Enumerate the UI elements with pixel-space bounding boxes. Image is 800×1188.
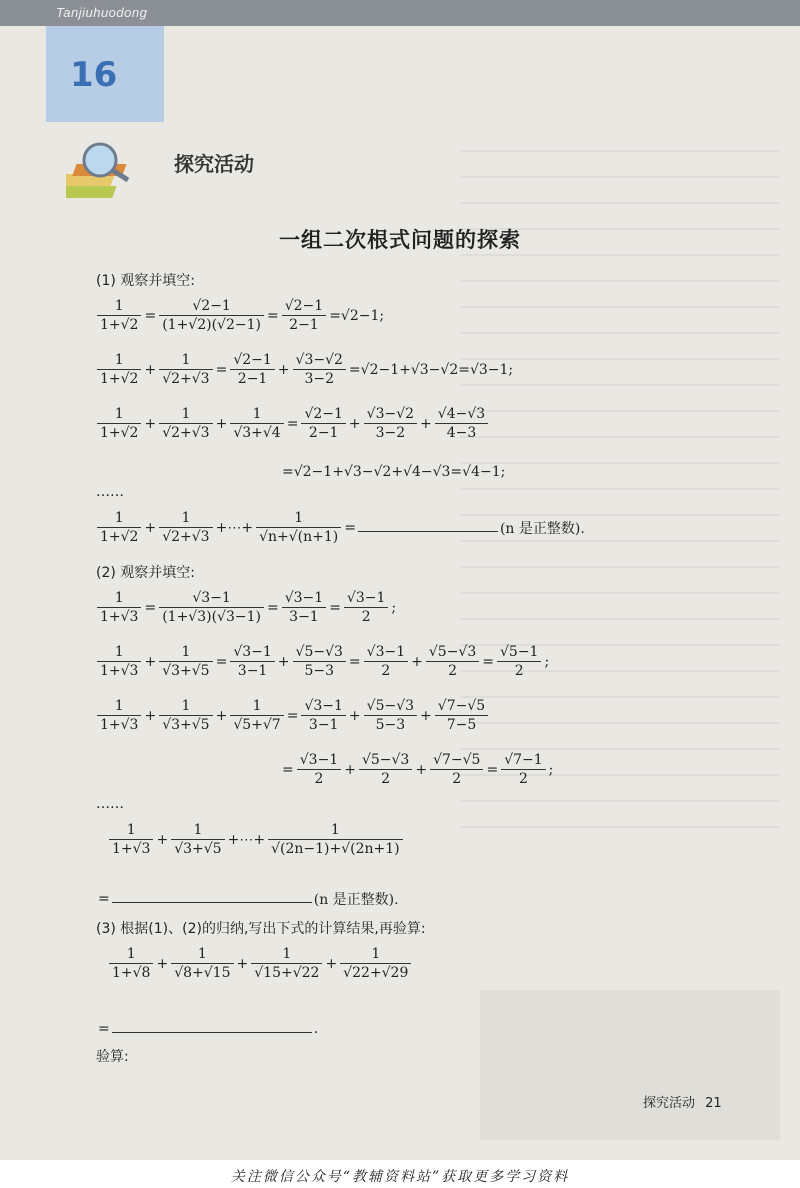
header-bar	[0, 0, 800, 26]
fraction: $\frac{√2-1}{(1+√2)(√2-1)}$	[159, 298, 264, 333]
footer-section: 探究活动	[643, 1096, 696, 1111]
fraction: $\frac{√2-1}{2-1}$	[282, 298, 326, 333]
q1-row4: $\frac{1}{1+√2}$ + $\frac{1}{√2+√3}$ +⋯+ $\frac{1}{√n+√(n+1)}$ = (n 是正整数).	[96, 510, 587, 545]
q2-row2: $\frac{1}{1+√3}$ + $\frac{1}{√3+√5}$ = $\frac{√3-1}{3-1}$ + $\frac{√5-√3}{5-3}$ = $\frac{√3-1}{2}$ + $\frac{√5-√3}{2}$ = $\frac{√5-1}{2}$ ;	[96, 644, 551, 679]
q1-row1: $\frac{1}{1+√2}$ = $\frac{√2-1}{(1+√2)(√2-1)}$ = $\frac{√2-1}{2-1}$ =√2−1;	[96, 298, 386, 333]
answer-blank[interactable]	[358, 517, 498, 532]
q2-row3-continued: = $\frac{√3-1}{2}$ + $\frac{√5-√3}{2}$ + $\frac{√7-√5}{2}$ = $\frac{√7-1}{2}$ ;	[282, 752, 554, 787]
check-label: 验算:	[96, 1049, 129, 1065]
q1-row3: $\frac{1}{1+√2}$ + $\frac{1}{√2+√3}$ + $\frac{1}{√3+√4}$ = $\frac{√2-1}{2-1}$ + $\frac{√3-√2}{3-2}$ + $\frac{√4-√3}{4-3}$	[96, 406, 489, 441]
q1-ellipsis: ……	[96, 484, 124, 500]
fraction: $\frac{1}{1+√2}$	[97, 298, 141, 333]
page-title: 一组二次根式问题的探索	[279, 228, 521, 252]
page-badge-number: 16	[70, 55, 118, 95]
answer-blank[interactable]	[112, 1018, 312, 1033]
bleed-through-block	[480, 990, 780, 1140]
q2-label: (2) 观察并填空:	[96, 565, 195, 581]
q2-row4: $\frac{1}{1+√3}$ + $\frac{1}{√3+√5}$ +⋯+ $\frac{1}{√(2n-1)+√(2n+1)}$	[108, 822, 404, 857]
q3-answer-line: = .	[96, 1018, 320, 1037]
q1-label: (1) 观察并填空:	[96, 273, 195, 289]
q2-row3: $\frac{1}{1+√3}$ + $\frac{1}{√3+√5}$ + $\frac{1}{√5+√7}$ = $\frac{√3-1}{3-1}$ + $\frac{√5-√3}{5-3}$ + $\frac{√7-√5}{7-5}$	[96, 698, 489, 733]
q1-row2: $\frac{1}{1+√2}$ + $\frac{1}{√2+√3}$ = $\frac{√2-1}{2-1}$ + $\frac{√3-√2}{3-2}$ =√2−1+√3−√2=√3−1;	[96, 352, 515, 387]
answer-blank[interactable]	[112, 888, 312, 903]
page-number: 21	[705, 1096, 722, 1111]
q2-row1: $\frac{1}{1+√3}$ = $\frac{√3-1}{(1+√3)(√3-1)}$ = $\frac{√3-1}{3-1}$ = $\frac{√3-1}{2}$ ;	[96, 590, 398, 625]
q2-ellipsis: ……	[96, 796, 124, 812]
magnifier-books-icon	[66, 138, 166, 208]
watermark-text: 关注微信公众号“教辅资料站”获取更多学习资料	[230, 1169, 570, 1185]
footer	[643, 1092, 722, 1111]
q3-label: (3) 根据(1)、(2)的归纳,写出下式的计算结果,再验算:	[96, 921, 426, 937]
q3-row1: $\frac{1}{1+√8}$ + $\frac{1}{√8+√15}$ + $\frac{1}{√15+√22}$ + $\frac{1}{√22+√29}$	[108, 946, 412, 981]
q2-answer-line: = (n 是正整数).	[96, 888, 401, 909]
series-name: Tanjiuhuodong	[56, 5, 148, 20]
q1-row3-continued: =√2−1+√3−√2+√4−√3=√4−1;	[282, 464, 506, 480]
section-title: 探究活动	[174, 152, 254, 176]
